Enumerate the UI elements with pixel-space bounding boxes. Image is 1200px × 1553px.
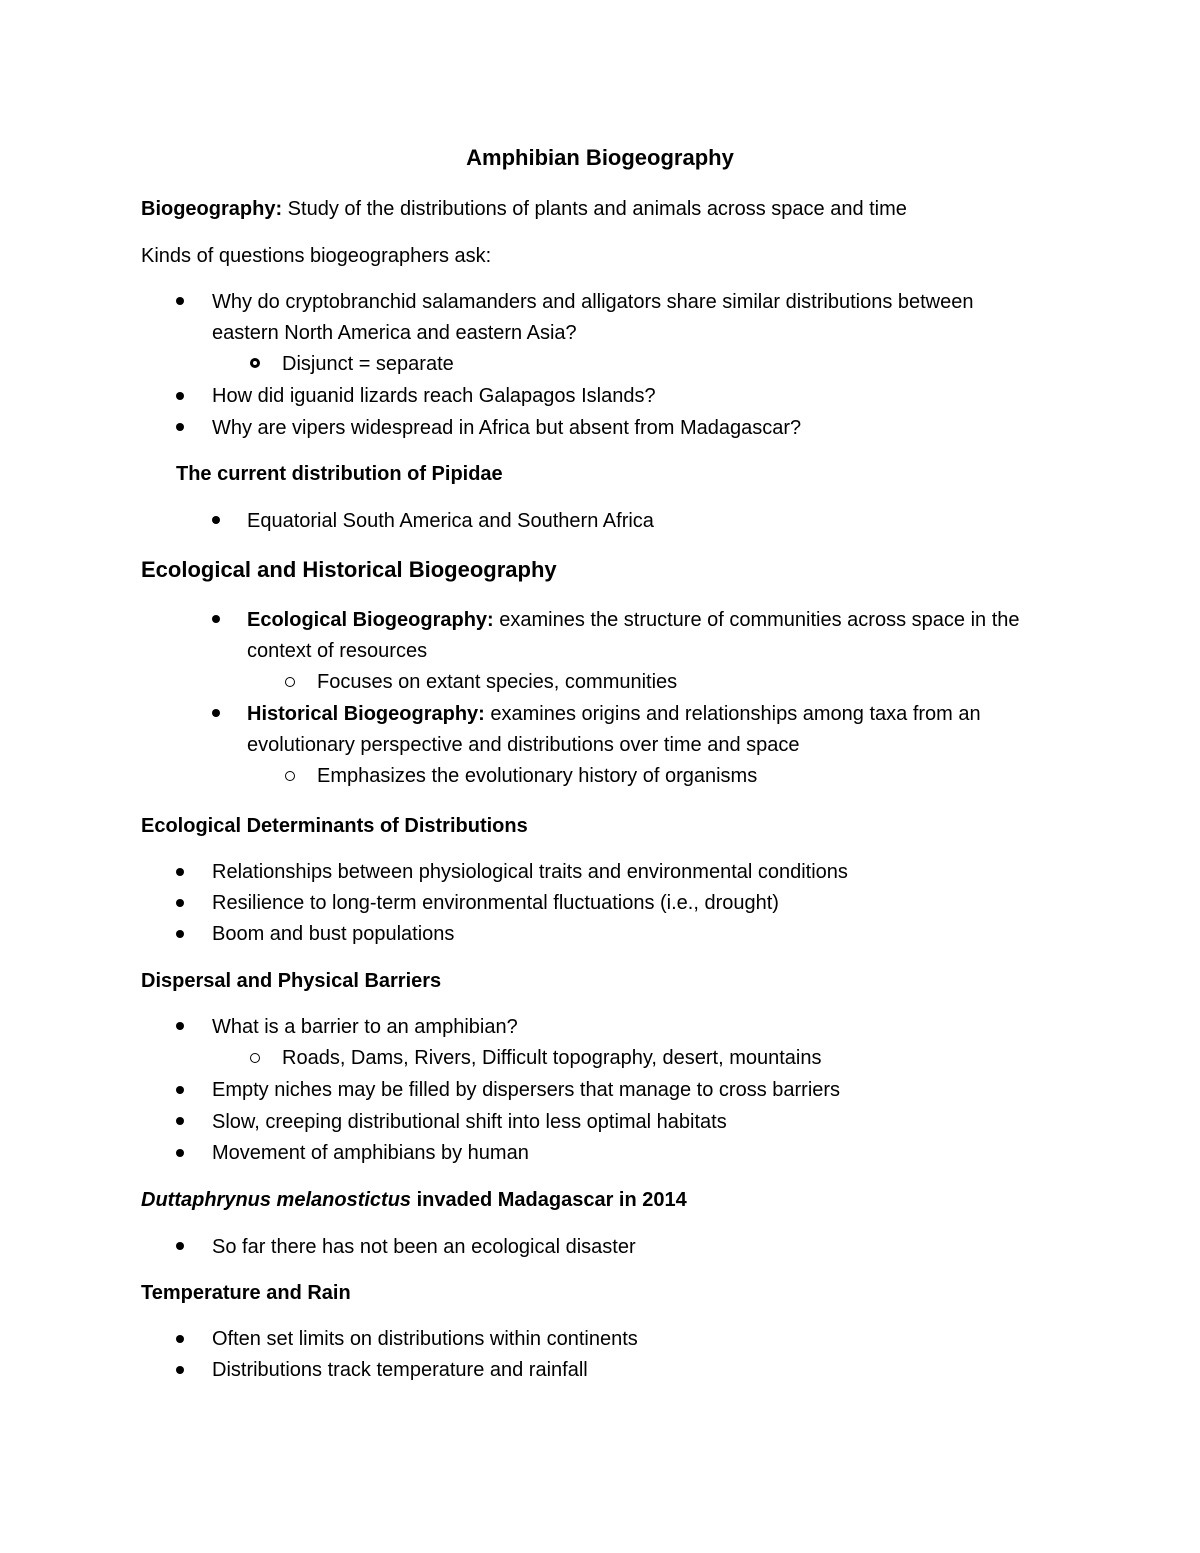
list-item: What is a barrier to an amphibian? bbox=[212, 1016, 518, 1038]
bullet-icon bbox=[212, 709, 220, 717]
list-item: Empty niches may be filled by dispersers that manage to cross barriers bbox=[212, 1079, 841, 1101]
eco-biogeography-item bbox=[247, 608, 1020, 632]
list-item: Why are vipers widespread in Africa but absent from Madagascar? bbox=[212, 417, 802, 439]
hist-text: examines origins and relationships among taxa from an bbox=[484, 703, 981, 725]
list-item: Slow, creeping distributional shift into less optimal habitats bbox=[212, 1111, 727, 1133]
bullet-icon bbox=[176, 868, 184, 876]
sub-list-item: Focuses on extant species, communities bbox=[317, 671, 678, 693]
section-heading-pipidae: The current distribution of Pipidae bbox=[176, 463, 503, 485]
section-heading-barriers: Dispersal and Physical Barriers bbox=[141, 970, 442, 992]
sub-bullet-icon bbox=[250, 1053, 260, 1063]
list-item: Equatorial South America and Southern Africa bbox=[247, 510, 654, 532]
sub-list-item: Disjunct = separate bbox=[282, 353, 454, 375]
bullet-icon bbox=[212, 615, 220, 623]
list-item: So far there has not been an ecological disaster bbox=[212, 1236, 636, 1258]
definition-paragraph bbox=[141, 197, 907, 221]
bullet-icon bbox=[176, 1149, 184, 1157]
list-item: Movement of amphibians by human bbox=[212, 1142, 529, 1164]
bullet-icon bbox=[176, 1086, 184, 1094]
bullet-icon bbox=[176, 392, 184, 400]
definition-text: Study of the distributions of plants and animals across space and time bbox=[282, 198, 907, 220]
list-item: How did iguanid lizards reach Galapagos Islands? bbox=[212, 385, 656, 407]
questions-intro: Kinds of questions biogeographers ask: bbox=[141, 245, 492, 267]
bullet-icon bbox=[176, 899, 184, 907]
bullet-icon bbox=[176, 1242, 184, 1250]
sub-list-item: Emphasizes the evolutionary history of organisms bbox=[317, 765, 758, 787]
section-heading-eco-hist: Ecological and Historical Biogeography bbox=[141, 557, 557, 582]
bullet-icon bbox=[176, 1366, 184, 1374]
list-item-continuation: eastern North America and eastern Asia? bbox=[212, 322, 577, 344]
list-item: Often set limits on distributions within continents bbox=[212, 1328, 638, 1350]
section-heading-invasion bbox=[141, 1188, 687, 1212]
invasion-text: invaded Madagascar in 2014 bbox=[411, 1189, 687, 1211]
list-item-continuation: context of resources bbox=[247, 640, 428, 662]
sub-bullet-icon bbox=[285, 677, 295, 687]
sub-bullet-icon bbox=[250, 358, 260, 368]
list-item: Relationships between physiological traits and environmental conditions bbox=[212, 861, 848, 883]
bullet-icon bbox=[176, 297, 184, 305]
page-title: Amphibian Biogeography bbox=[466, 145, 734, 170]
bullet-icon bbox=[176, 1117, 184, 1125]
bullet-icon bbox=[176, 1022, 184, 1030]
eco-text: examines the structure of communities across space in the bbox=[493, 609, 1020, 631]
section-heading-determinants: Ecological Determinants of Distributions bbox=[141, 815, 528, 837]
sub-list-item: Roads, Dams, Rivers, Difficult topography, desert, mountains bbox=[282, 1047, 822, 1069]
list-item: Why do cryptobranchid salamanders and alligators share similar distributions between bbox=[212, 291, 974, 313]
list-item: Resilience to long-term environmental fluctuations (i.e., drought) bbox=[212, 892, 779, 914]
hist-biogeography-item bbox=[247, 702, 981, 726]
species-name: Duttaphrynus melanostictus bbox=[141, 1189, 412, 1211]
list-item-continuation: evolutionary perspective and distributions over time and space bbox=[247, 734, 800, 756]
list-item: Boom and bust populations bbox=[212, 923, 455, 945]
bullet-icon bbox=[212, 516, 220, 524]
list-item: Distributions track temperature and rainfall bbox=[212, 1359, 588, 1381]
hist-term: Historical Biogeography: bbox=[247, 703, 485, 725]
bullet-icon bbox=[176, 1335, 184, 1343]
eco-term: Ecological Biogeography: bbox=[247, 609, 494, 631]
section-heading-temperature: Temperature and Rain bbox=[141, 1282, 351, 1304]
bullet-icon bbox=[176, 930, 184, 938]
bullet-icon bbox=[176, 423, 184, 431]
sub-bullet-icon bbox=[285, 771, 295, 781]
definition-term: Biogeography: bbox=[141, 198, 283, 220]
